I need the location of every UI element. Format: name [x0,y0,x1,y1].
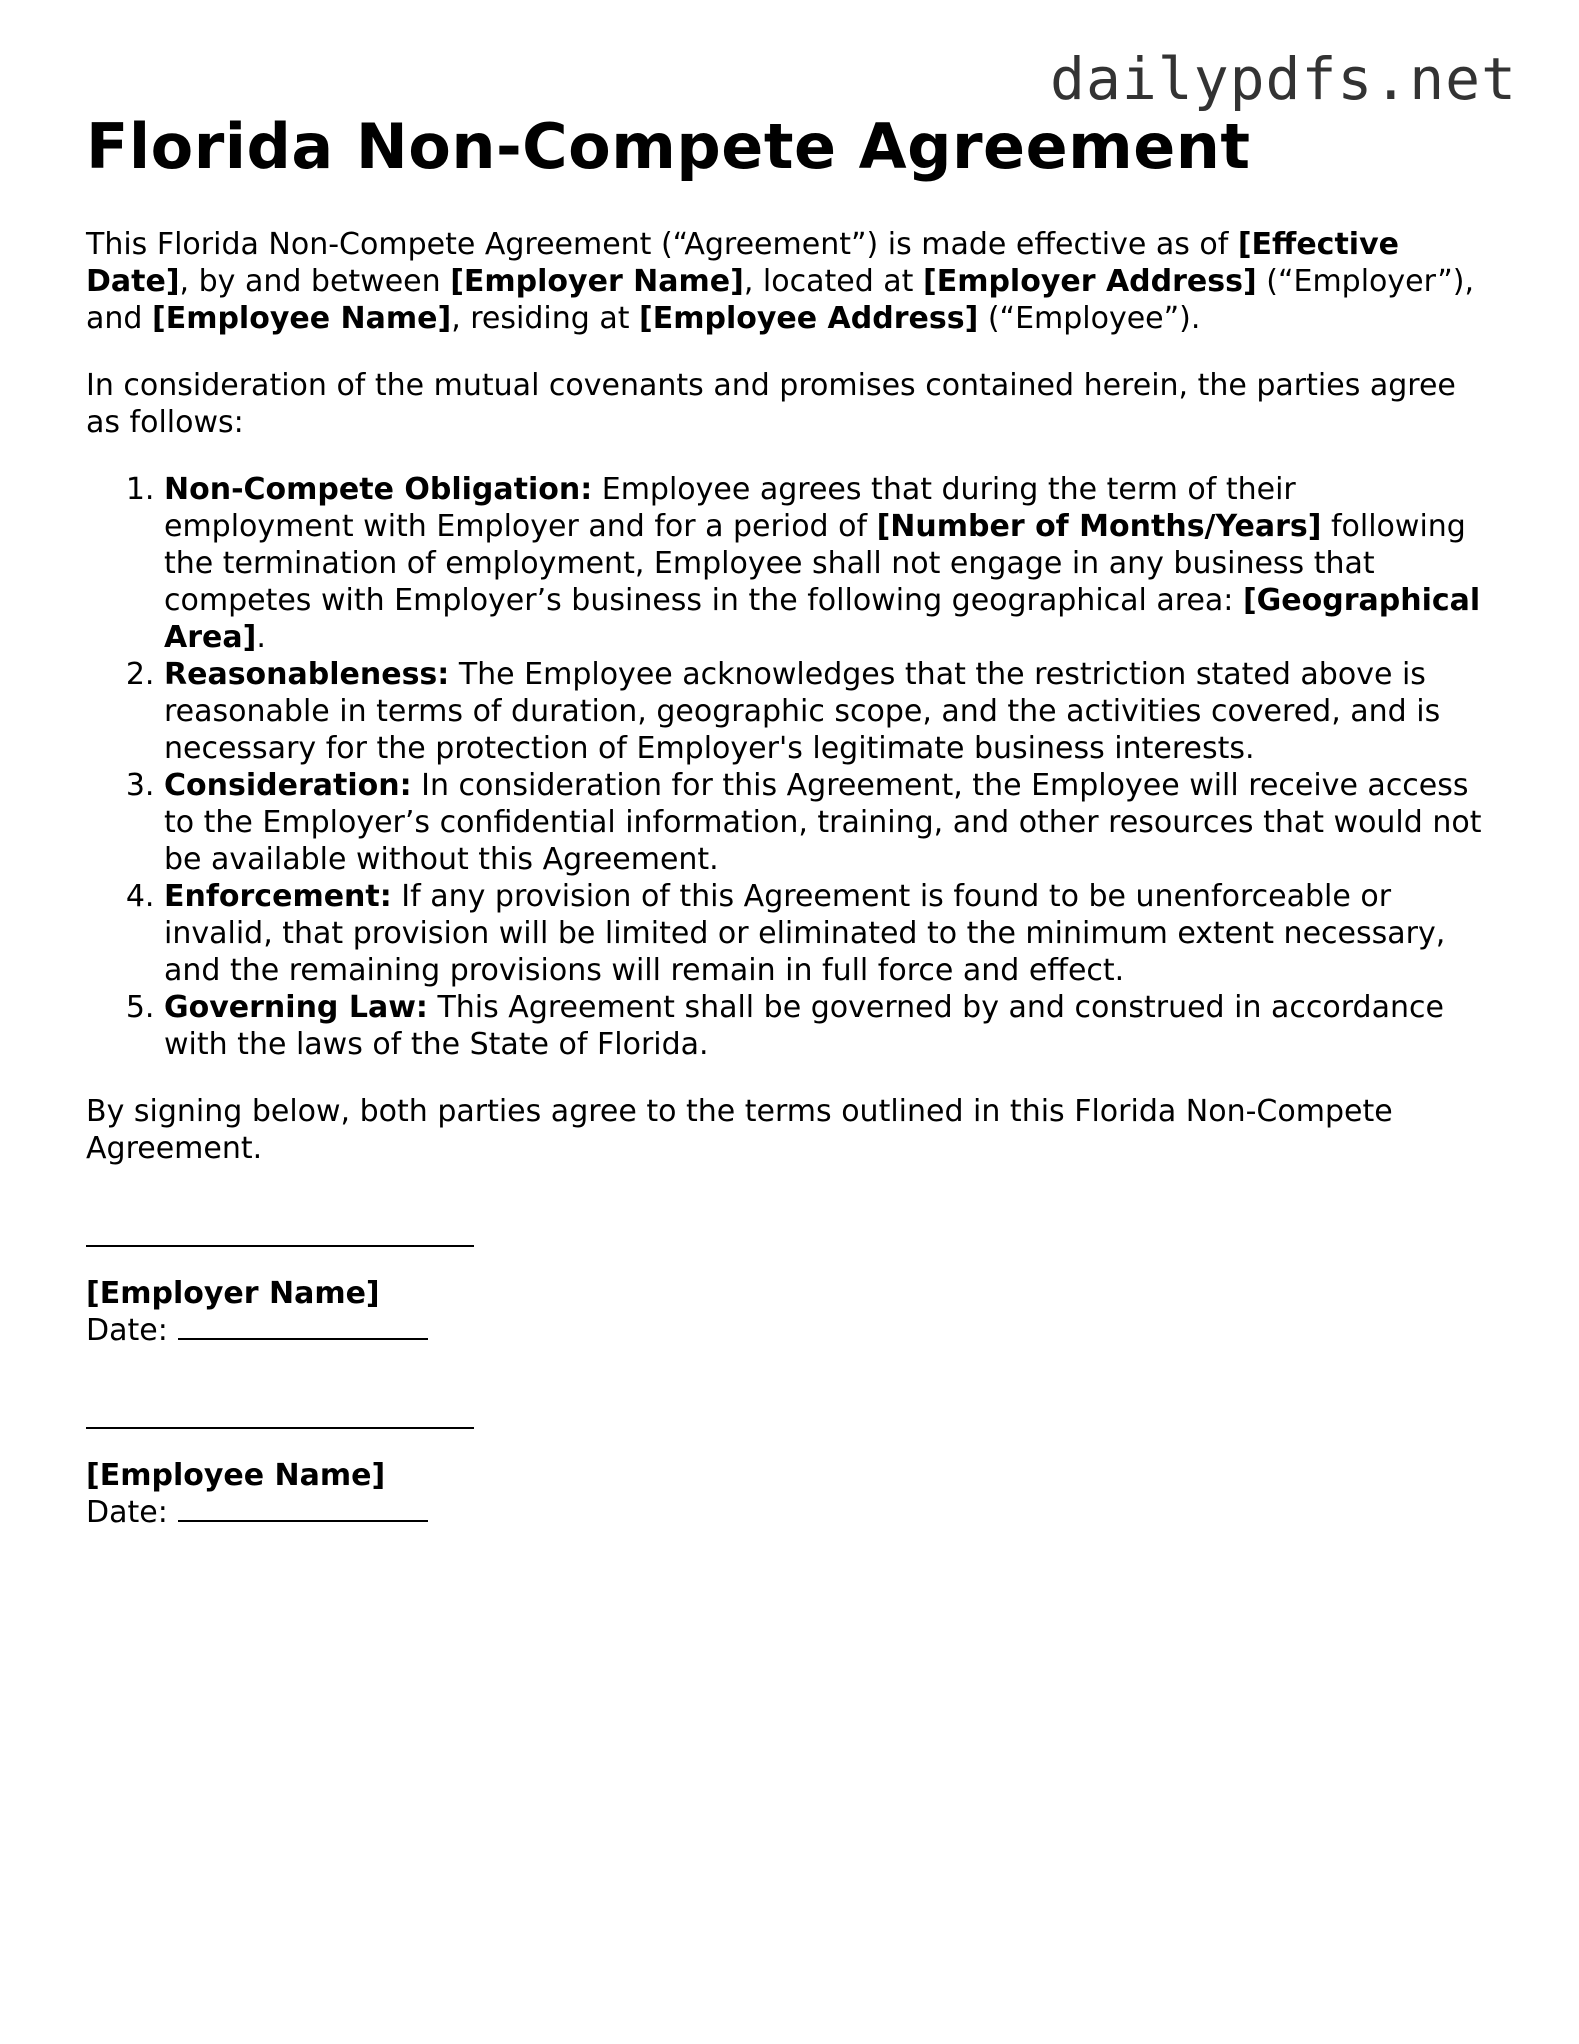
clause-text: If any provision of this Agreement is found to be unenforceable or invalid, that provision will be limited or eliminated to the minimum extent necessary, and the remaining provisions will remain in full force and effect. [164,879,1446,989]
closing-paragraph: By signing below, both parties agree to the terms outlined in this Florida Non-Compete Agreement. [86,1094,1393,1167]
clause-enforcement [164,878,1486,989]
intro-paragraph [86,226,1486,337]
employee-name-placeholder: [Employee Name] [151,301,452,337]
clause-heading: Non-Compete Obligation: [164,472,593,508]
employer-signature-line[interactable] [86,1215,474,1247]
clause-text: following the termination of employment, Employee shall not engage in any business that competes with Employer’s business in the following geographical area: [164,509,1466,619]
employer-signature-name: [Employer Name] [86,1276,380,1312]
clause-consideration [164,767,1486,878]
effective-date-placeholder: [Effective Date] [86,227,1399,300]
employee-address-placeholder: [Employee Address] [639,301,979,337]
clause-text: This Agreement shall be governed by and construed in accordance with the laws of the State of Florida. [164,990,1444,1063]
clause-text: . [256,620,266,656]
watermark: dailypdfs.net [1050,45,1517,113]
employer-address-placeholder: [Employer Address] [922,264,1257,300]
period-placeholder: [Number of Months/Years] [876,509,1322,545]
intro-text-5: , residing at [451,301,640,337]
employee-signature-line[interactable] [86,1397,474,1429]
clause-text: In consideration for this Agreement, the Employee will receive access to the Employer’s confidential information, training, and other resources that would not be available without this Agreement. [164,768,1482,878]
consideration-paragraph: In consideration of the mutual covenants and promises contained herein, the parties agree as follows: [86,368,1456,441]
employee-date-line[interactable] [178,1496,428,1522]
intro-text-2: , by and between [179,264,451,300]
clause-governing-law [164,989,1486,1063]
signature-block-employee [86,1397,1486,1531]
document-page [86,110,1486,1531]
clause-reasonableness [164,656,1486,767]
intro-text-3: , located at [743,264,923,300]
employer-name-placeholder: [Employer Name] [450,264,744,300]
employer-date-row [86,1312,1486,1349]
geographical-area-placeholder: [Geographical Area] [164,583,1481,656]
date-label: Date: [86,1495,168,1531]
employee-date-row [86,1494,1486,1531]
clause-non-compete [164,471,1486,656]
employer-date-line[interactable] [178,1314,428,1340]
intro-text-4: (“Employer”), and [86,264,1474,337]
date-label: Date: [86,1313,168,1349]
clause-heading: Governing Law: [164,990,428,1026]
document-title: Florida Non-Compete Agreement [86,110,1251,183]
clause-list [86,471,1486,1063]
clause-heading: Reasonableness: [164,657,450,693]
clause-heading: Consideration: [164,768,412,804]
clause-text: The Employee acknowledges that the restriction stated above is reasonable in terms of duration, geographic scope, and the activities covered, and is necessary for the protection of Employer's legitimate business interests. [164,657,1441,767]
signature-block-employer [86,1215,1486,1349]
employee-signature-name: [Employee Name] [86,1458,386,1494]
intro-text-1: This Florida Non-Compete Agreement (“Agreement”) is made effective as of [86,227,1238,263]
intro-text-6: (“Employee”). [978,301,1201,337]
clause-heading: Enforcement: [164,879,392,915]
clause-text: Employee agrees that during the term of their employment with Employer and for a period of [164,472,1296,545]
